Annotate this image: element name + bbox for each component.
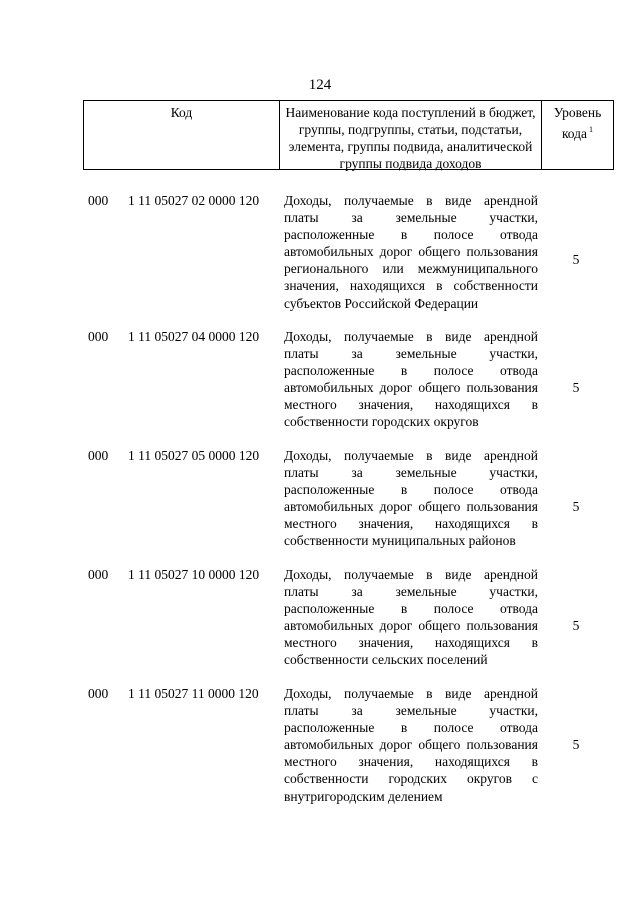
header-code: Код	[84, 101, 280, 169]
revenue-description: Доходы, получаемые в виде арендной платы за земельные участки, расположенные в полосе отвода автомобильных дорог общего пользования местного значения, находящихся в собственности городских округов с внутригородским делением	[284, 686, 538, 804]
code-level: 5	[572, 737, 580, 752]
revenue-code: 1 11 05027 10 0000 120	[128, 567, 260, 582]
code-level: 5	[572, 618, 580, 633]
admin-code: 000	[88, 193, 109, 208]
code-level: 5	[572, 499, 580, 514]
revenue-description: Доходы, получаемые в виде арендной платы за земельные участки, расположенные в полосе отвода автомобильных дорог общего пользования местного значения, находящихся в собственности сельских поселений	[284, 567, 538, 668]
header-level-label: Уровень кода	[553, 105, 602, 141]
revenue-code: 1 11 05027 04 0000 120	[128, 329, 260, 344]
header-name: Наименование кода поступлений в бюджет, группы, подгруппы, статьи, подстатьи, элемента, группы подвида, аналитической группы подвида доходов	[280, 101, 542, 169]
admin-code: 000	[88, 329, 109, 344]
admin-code: 000	[88, 686, 109, 701]
revenue-description: Доходы, получаемые в виде арендной платы за земельные участки, расположенные в полосе отвода автомобильных дорог общего пользования местного значения, находящихся в собственности городских округов	[284, 329, 538, 430]
revenue-code: 1 11 05027 05 0000 120	[128, 448, 260, 463]
revenue-description: Доходы, получаемые в виде арендной платы за земельные участки, расположенные в полосе отвода автомобильных дорог общего пользования местного значения, находящихся в собственности муниципальных районов	[284, 448, 538, 549]
revenue-code: 1 11 05027 02 0000 120	[128, 193, 260, 208]
revenue-code: 1 11 05027 11 0000 120	[128, 686, 259, 701]
code-level: 5	[572, 380, 580, 395]
admin-code: 000	[88, 448, 109, 463]
admin-code: 000	[88, 567, 109, 582]
page-number: 124	[308, 77, 332, 93]
code-level: 5	[572, 252, 580, 267]
header-level-footnote: 1	[589, 125, 594, 134]
header-level	[542, 101, 613, 169]
table-header	[83, 100, 614, 170]
revenue-description: Доходы, получаемые в виде арендной платы за земельные участки, расположенные в полосе отвода автомобильных дорог общего пользования регионального или межмуниципального значения, находящихся в собственности субъектов Российской Федерации	[284, 193, 538, 311]
